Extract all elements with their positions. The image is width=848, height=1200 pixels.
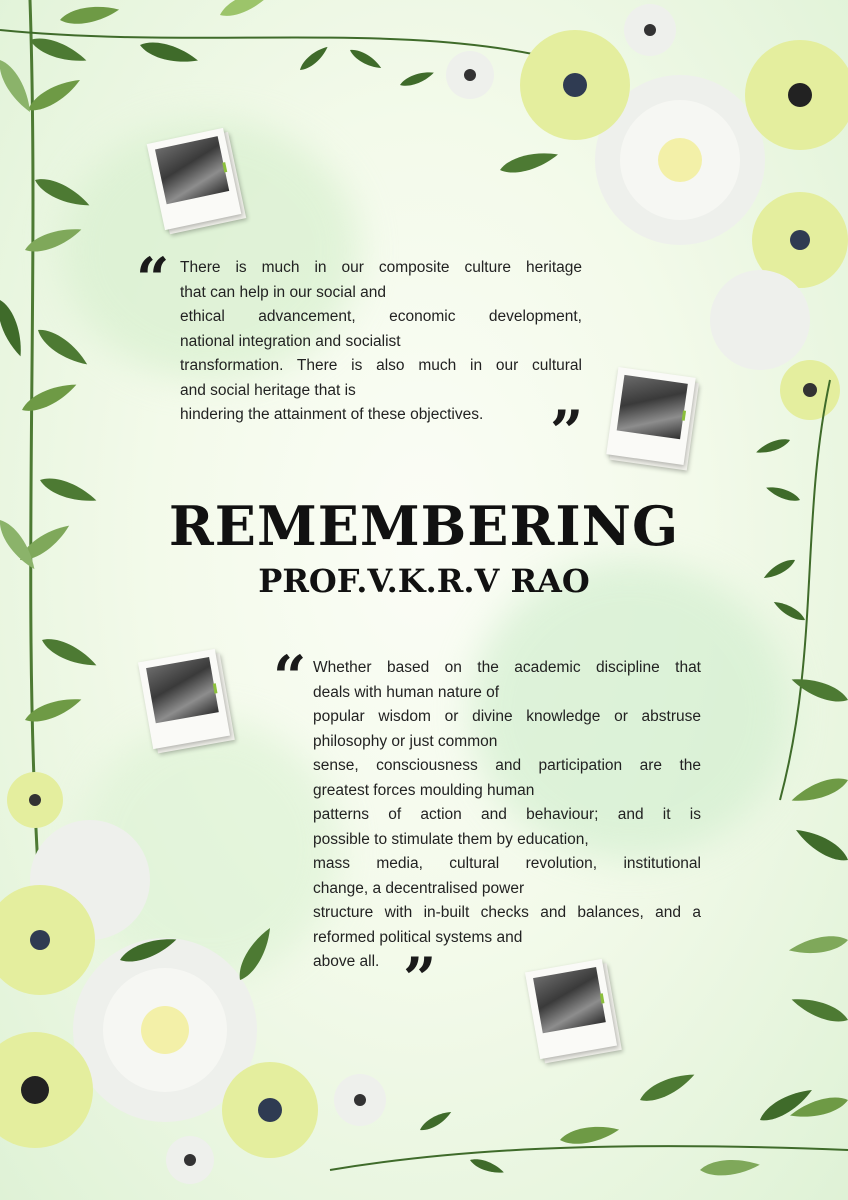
quote-line: transformation. There is also much in our cultural xyxy=(180,357,582,374)
quote-line: that can help in our social and xyxy=(180,283,386,301)
quote-text xyxy=(313,656,701,975)
quote-line: deals with human nature of xyxy=(313,683,500,701)
photo-image xyxy=(617,375,688,439)
quote-line: hindering the attainment of these objectives. xyxy=(180,406,484,423)
quote-line: philosophy or just common xyxy=(313,732,498,750)
photo-image xyxy=(146,657,219,723)
polaroid-photo xyxy=(147,128,242,230)
close-quote-mark: ” xyxy=(403,945,437,1013)
photo-image xyxy=(533,967,606,1033)
quote-line: ethical advancement, economic development, xyxy=(180,308,582,325)
quote-line: structure with in-built checks and balances, and a xyxy=(313,904,701,921)
leaf-cluster-left xyxy=(0,0,100,900)
quote-text xyxy=(180,256,582,428)
quote-line: There is much in our composite culture heritage xyxy=(180,259,582,276)
page-subtitle: PROF.V.K.R.V RAO xyxy=(258,562,590,600)
quote-line: possible to stimulate them by education, xyxy=(313,830,589,848)
quote-line: change, a decentralised power xyxy=(313,879,525,897)
quote-line: sense, consciousness and participation are the xyxy=(313,757,701,774)
quote-line: national integration and socialist xyxy=(180,332,401,350)
close-quote-mark: ” xyxy=(550,398,584,466)
quote-line: Whether based on the academic discipline that xyxy=(313,659,701,676)
quote-line: popular wisdom or divine knowledge or abstruse xyxy=(313,708,701,725)
leaf-cluster-right xyxy=(755,380,848,1123)
quote-line: mass media, cultural revolution, institutional xyxy=(313,855,701,872)
quote-line: greatest forces moulding human xyxy=(313,781,535,799)
polaroid-photo xyxy=(138,649,230,749)
page-title: REMEMBERING xyxy=(168,494,680,558)
polaroid-photo xyxy=(606,367,695,465)
quote-line: patterns of action and behaviour; and it is xyxy=(313,806,701,823)
quote-line: reformed political systems and xyxy=(313,928,523,946)
open-quote-mark: “ xyxy=(273,643,307,711)
quote-line: above all. xyxy=(313,953,380,970)
open-quote-mark: “ xyxy=(136,245,170,313)
quote-line: and social heritage that is xyxy=(180,381,356,399)
